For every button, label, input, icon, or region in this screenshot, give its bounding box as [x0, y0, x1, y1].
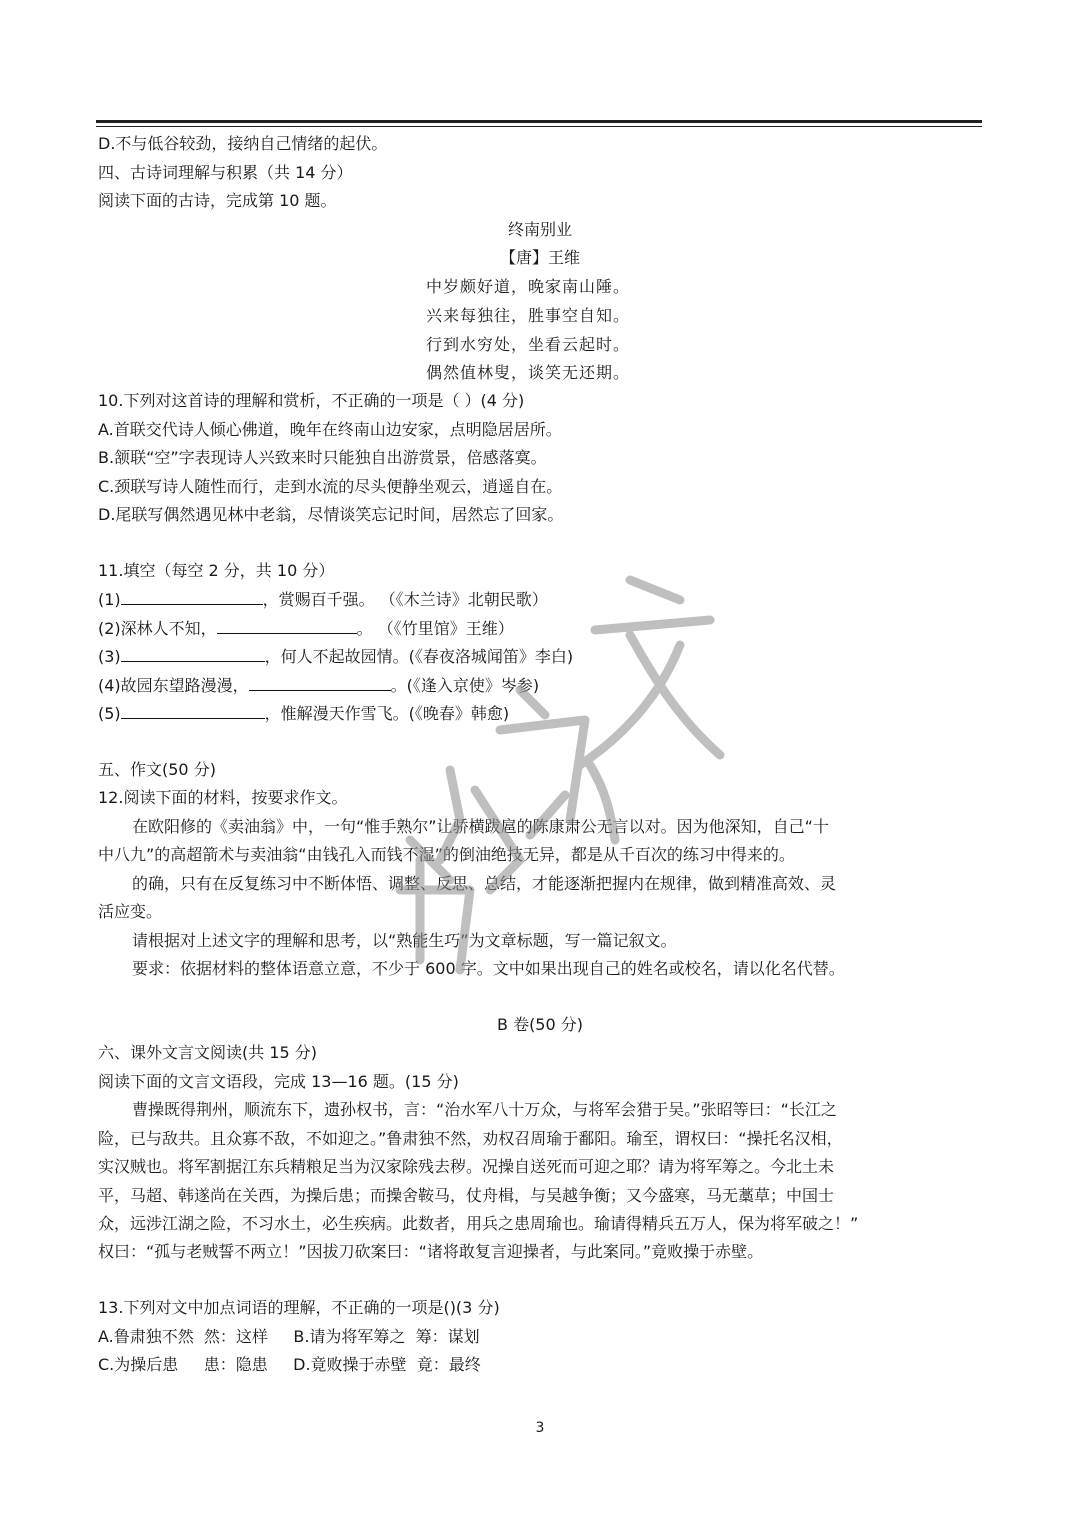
essay-material-line: 的确，只有在反复练习中不断体悟、调整、反思、总结，才能逐渐把握内在规律，做到精准高效、灵	[132, 874, 837, 893]
answer-blank[interactable]	[121, 646, 265, 662]
question-12-stem: 12.阅读下面的材料，按要求作文。	[98, 788, 348, 807]
poem-line: 偶然值林叟，谈笑无还期。	[426, 363, 631, 382]
question-13-options-row: A.鲁肃独不然 然：这样 B.请为将军筹之 筹：谋划	[98, 1327, 480, 1346]
classical-text-line: 众，远涉江湖之险，不习水土，必生疾病。此数者，用兵之患周瑜也。瑜请得精兵五万人，保为将军破之！”	[98, 1214, 859, 1233]
poem-line: 中岁颇好道，晚家南山陲。	[426, 277, 631, 296]
essay-material-line: 在欧阳修的《卖油翁》中，一句“惟手熟尔”让骄横跋扈的陈康肃公无言以对。因为他深知，自己“十	[132, 817, 829, 836]
classical-text-intro: 阅读下面的文言文语段，完成 13—16 题。(15 分)	[98, 1072, 459, 1091]
classical-text-line: 实汉贼也。将军割据江东兵精粮足当为汉家除残去秽。况操自送死而可迎之耶？请为将军筹之。今北土未	[98, 1157, 835, 1176]
classical-text-line: 平，马超、韩遂尚在关西，为操后患；而操舍鞍马，仗舟楫，与吴越争衡；又今盛寒，马无藁草；中国士	[98, 1186, 835, 1205]
fill-item-1: (1) ，赏赐百千强。 （《木兰诗》北朝民歌）	[98, 590, 548, 609]
question-10-option-a: A.首联交代诗人倾心佛道，晚年在终南山边安家，点明隐居居所。	[98, 420, 562, 439]
question-13-stem: 13.下列对文中加点词语的理解，不正确的一项是()(3 分)	[98, 1298, 500, 1317]
fill-item-5: (5) ，惟解漫天作雪飞。(《晚春》韩愈)	[98, 704, 510, 723]
header-rule-thick	[96, 120, 982, 123]
section-4-heading: 四、古诗词理解与积累（共 14 分）	[98, 163, 353, 182]
question-11-stem: 11.填空（每空 2 分，共 10 分）	[98, 561, 335, 580]
part-b-title: B 卷(50 分)	[497, 1015, 583, 1034]
answer-blank[interactable]	[121, 589, 263, 605]
section-6-heading: 六、课外文言文阅读(共 15 分)	[98, 1043, 318, 1062]
essay-material-line: 活应变。	[98, 902, 163, 921]
section-5-heading: 五、作文(50 分)	[98, 760, 216, 779]
answer-blank[interactable]	[121, 703, 265, 719]
classical-text-line: 曹操既得荆州，顺流东下，遗孙权书，言：“治水军八十万众，与将军会猎于吴。”张昭等曰：“长江之	[132, 1100, 837, 1119]
essay-material-line: 中八九”的高超箭术与卖油翁“由钱孔入而钱不湿”的倒油绝技无异，都是从千百次的练习中得来的。	[98, 845, 795, 864]
question-10-option-b: B.颔联“空”字表现诗人兴致来时只能独自出游赏景，倍感落寞。	[98, 448, 547, 467]
question-10-option-d: D.尾联写偶然遇见林中老翁，尽情谈笑忘记时间，居然忘了回家。	[98, 505, 564, 524]
classical-text-line: 权曰：“孤与老贼誓不两立！”因拔刀砍案曰：“诸将敢复言迎操者，与此案同。”竟败操于赤壁。	[98, 1242, 764, 1261]
question-10-stem: 10.下列对这首诗的理解和赏析，不正确的一项是（ ）(4 分)	[98, 391, 525, 410]
poem-title: 终南别业	[507, 220, 572, 239]
fill-item-4: (4)故园东望路漫漫， 。(《逢入京使》岑参)	[98, 676, 540, 695]
poem-intro: 阅读下面的古诗，完成第 10 题。	[98, 191, 337, 210]
answer-blank[interactable]	[217, 618, 357, 634]
essay-requirements: 要求：依据材料的整体语意立意，不少于 600 字。文中如果出现自己的姓名或校名，请以化名代替。	[132, 959, 845, 978]
answer-blank[interactable]	[249, 675, 391, 691]
question-10-option-c: C.颈联写诗人随性而行，走到水流的尽头便静坐观云，逍遥自在。	[98, 477, 563, 496]
fill-item-2: (2)深林人不知， 。 （《竹里馆》王维）	[98, 619, 514, 638]
option-d-prev: D.不与低谷较劲，接纳自己情绪的起伏。	[98, 134, 388, 153]
poem-author: 【唐】王维	[499, 248, 580, 267]
poem-line: 行到水穷处，坐看云起时。	[426, 335, 631, 354]
poem-line: 兴来每独往，胜事空自知。	[426, 306, 631, 325]
question-13-options-row: C.为操后患 患：隐患 D.竟败操于赤壁 竟：最终	[98, 1355, 481, 1374]
fill-item-3: (3) ，何人不起故园情。(《春夜洛城闻笛》李白)	[98, 647, 574, 666]
header-rule-thin	[96, 126, 982, 127]
essay-prompt: 请根据对上述文字的理解和思考，以“熟能生巧”为文章标题，写一篇记叙文。	[132, 931, 677, 950]
classical-text-line: 险，已与敌共。且众寡不敌，不如迎之。”鲁肃独不然，劝权召周瑜于鄱阳。瑜至，谓权曰：“操托名汉相，	[98, 1129, 843, 1148]
page-number: 3	[535, 1420, 545, 1436]
